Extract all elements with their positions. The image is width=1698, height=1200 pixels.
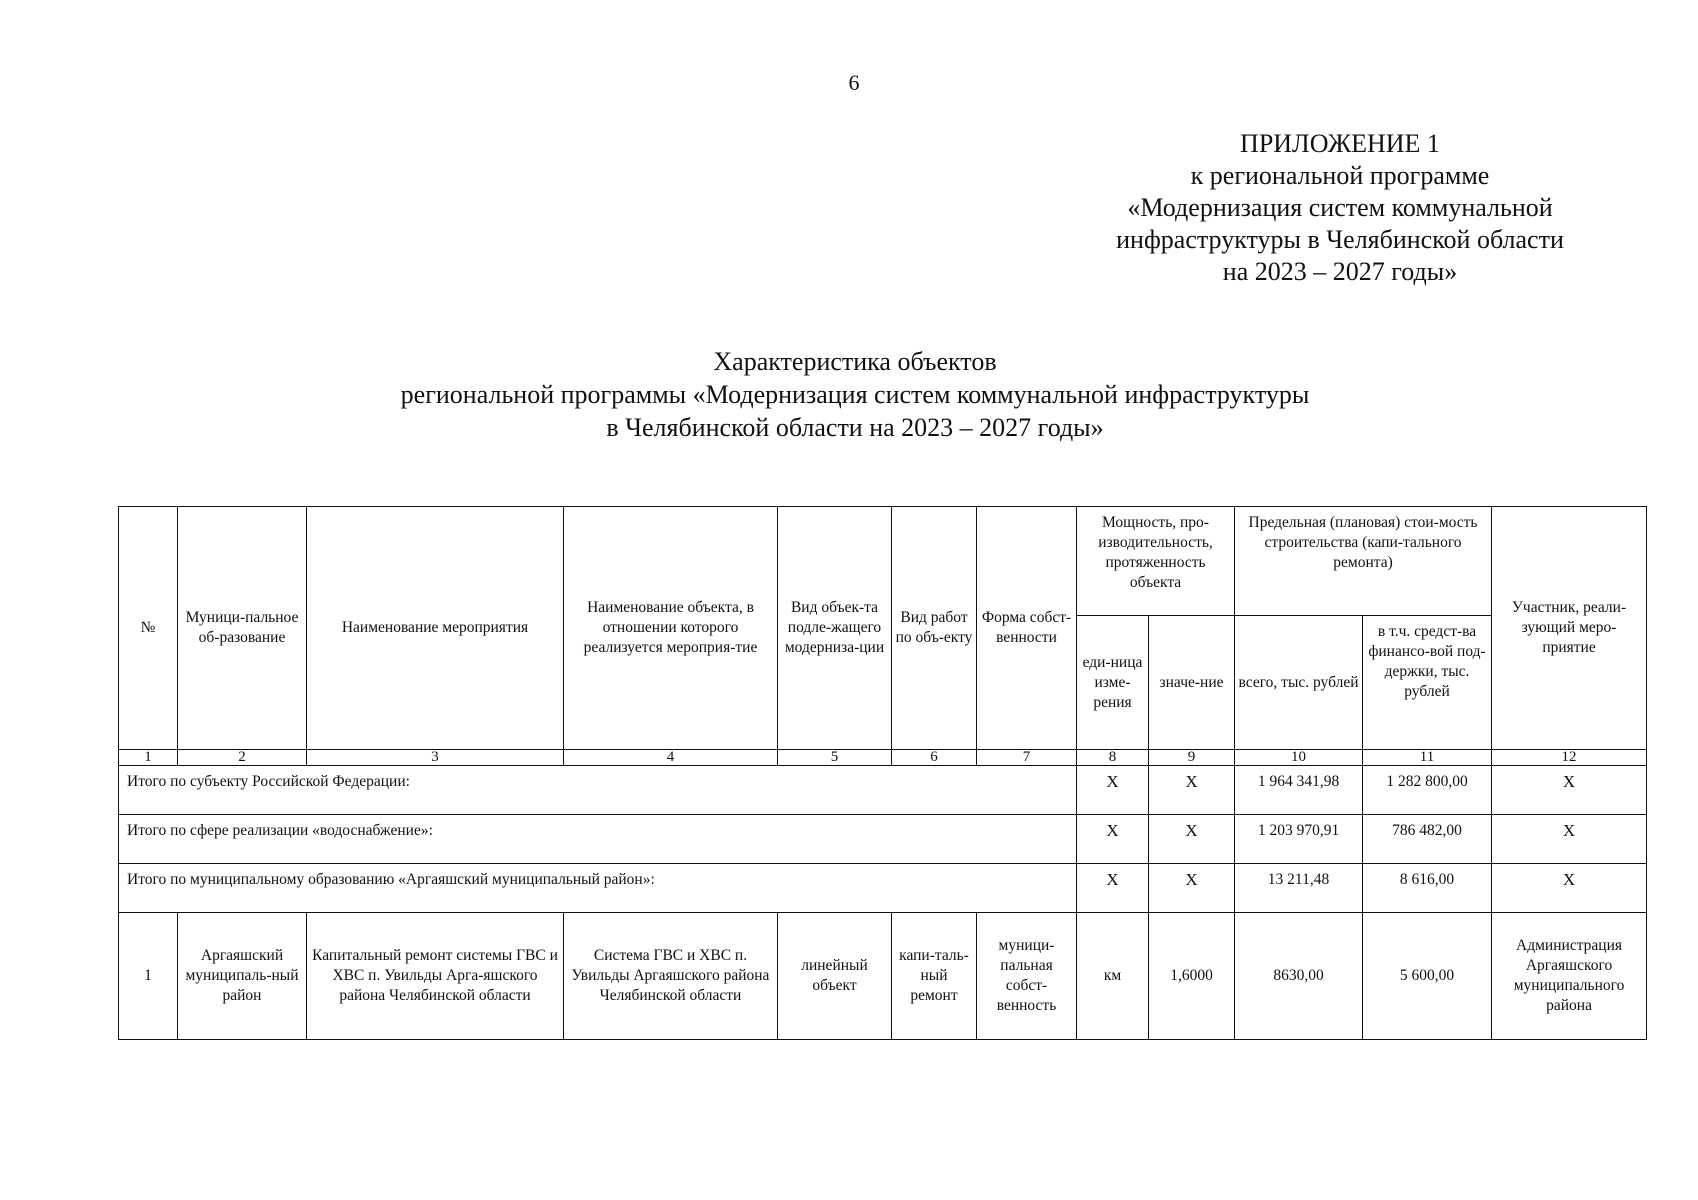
header-participant: Участник, реали-зующий меро-приятие xyxy=(1492,507,1647,750)
appendix-line: на 2023 – 2027 годы» xyxy=(1222,257,1458,286)
total-label: Итого по субъекту Российской Федерации: xyxy=(119,766,1077,815)
column-number: 11 xyxy=(1363,750,1492,766)
header-object-type: Вид объек-та подле-жащего модерниза-ции xyxy=(778,507,892,750)
row-municipality: Аргаяшский муниципаль-ный район xyxy=(178,913,307,1040)
total-support: 786 482,00 xyxy=(1363,815,1492,864)
total-label: Итого по муниципальному образованию «Аргаяшский муниципальный район»: xyxy=(119,864,1077,913)
row-measure: Капитальный ремонт системы ГВС и ХВС п. Увильды Арга-яшского района Челябинской области xyxy=(307,913,564,1040)
total-value: Х xyxy=(1149,766,1235,815)
total-unit: Х xyxy=(1077,864,1149,913)
row-object-type: линейный объект xyxy=(778,913,892,1040)
header-cost: Предельная (плановая) стои-мость строительства (капи-тального ремонта) xyxy=(1235,507,1492,616)
header-number: № xyxy=(119,507,178,750)
header-value: значе-ние xyxy=(1149,616,1235,750)
total-unit: Х xyxy=(1077,815,1149,864)
total-label: Итого по сфере реализации «водоснабжение»: xyxy=(119,815,1077,864)
title-line: в Челябинской области на 2023 – 2027 годы» xyxy=(606,413,1104,442)
total-value: Х xyxy=(1149,815,1235,864)
table-row xyxy=(119,913,1647,1040)
document-title xyxy=(250,345,1460,444)
header-total-cost: всего, тыс. рублей xyxy=(1235,616,1363,750)
appendix-line: к региональной программе xyxy=(1190,161,1490,190)
row-total-cost: 8630,00 xyxy=(1235,913,1363,1040)
title-line: Характеристика объектов xyxy=(713,347,997,376)
title-line: региональной программы «Модернизация систем коммунальной инфраструктуры xyxy=(400,380,1310,409)
total-cost: 13 211,48 xyxy=(1235,864,1363,913)
row-work-type: капи-таль-ный ремонт xyxy=(892,913,977,1040)
header-work-type: Вид работ по объ-екту xyxy=(892,507,977,750)
header-municipality: Муници-пальное об-разование xyxy=(178,507,307,750)
column-number: 9 xyxy=(1149,750,1235,766)
row-unit: км xyxy=(1077,913,1149,1040)
column-number: 6 xyxy=(892,750,977,766)
column-number: 2 xyxy=(178,750,307,766)
column-number: 7 xyxy=(977,750,1077,766)
header-measure: Наименование мероприятия xyxy=(307,507,564,750)
total-support: 1 282 800,00 xyxy=(1363,766,1492,815)
total-row-municipality xyxy=(119,864,1647,913)
appendix-line: инфраструктуры в Челябинской области xyxy=(1116,225,1564,254)
header-ownership: Форма собст-венности xyxy=(977,507,1077,750)
objects-table xyxy=(118,506,1647,1040)
column-number: 12 xyxy=(1492,750,1647,766)
column-number-row xyxy=(119,750,1647,766)
header-row xyxy=(119,507,1647,616)
total-row-federation xyxy=(119,766,1647,815)
row-support-cost: 5 600,00 xyxy=(1363,913,1492,1040)
total-participant: Х xyxy=(1492,815,1647,864)
header-capacity: Мощность, про-изводительность, протяженность объекта xyxy=(1077,507,1235,616)
total-row-water-supply xyxy=(119,815,1647,864)
row-ownership: муници-пальная собст-венность xyxy=(977,913,1077,1040)
total-participant: Х xyxy=(1492,766,1647,815)
header-support-cost: в т.ч. средст-ва финансо-вой под-держки, тыс. рублей xyxy=(1363,616,1492,750)
row-object: Система ГВС и ХВС п. Увильды Аргаяшского района Челябинской области xyxy=(564,913,778,1040)
total-value: Х xyxy=(1149,864,1235,913)
total-cost: 1 964 341,98 xyxy=(1235,766,1363,815)
column-number: 10 xyxy=(1235,750,1363,766)
row-value: 1,6000 xyxy=(1149,913,1235,1040)
appendix-header xyxy=(1080,128,1600,288)
appendix-title: ПРИЛОЖЕНИЕ 1 xyxy=(1240,129,1440,158)
appendix-line: «Модернизация систем коммунальной xyxy=(1127,193,1553,222)
total-participant: Х xyxy=(1492,864,1647,913)
column-number: 1 xyxy=(119,750,178,766)
page-number: 6 xyxy=(848,70,860,95)
header-unit: еди-ница изме-рения xyxy=(1077,616,1149,750)
total-support: 8 616,00 xyxy=(1363,864,1492,913)
header-object: Наименование объекта, в отношении которого реализуется мероприя-тие xyxy=(564,507,778,750)
row-participant: Администрация Аргаяшского муниципального района xyxy=(1492,913,1647,1040)
column-number: 3 xyxy=(307,750,564,766)
total-unit: Х xyxy=(1077,766,1149,815)
column-number: 8 xyxy=(1077,750,1149,766)
column-number: 5 xyxy=(778,750,892,766)
column-number: 4 xyxy=(564,750,778,766)
row-number: 1 xyxy=(119,913,178,1040)
total-cost: 1 203 970,91 xyxy=(1235,815,1363,864)
